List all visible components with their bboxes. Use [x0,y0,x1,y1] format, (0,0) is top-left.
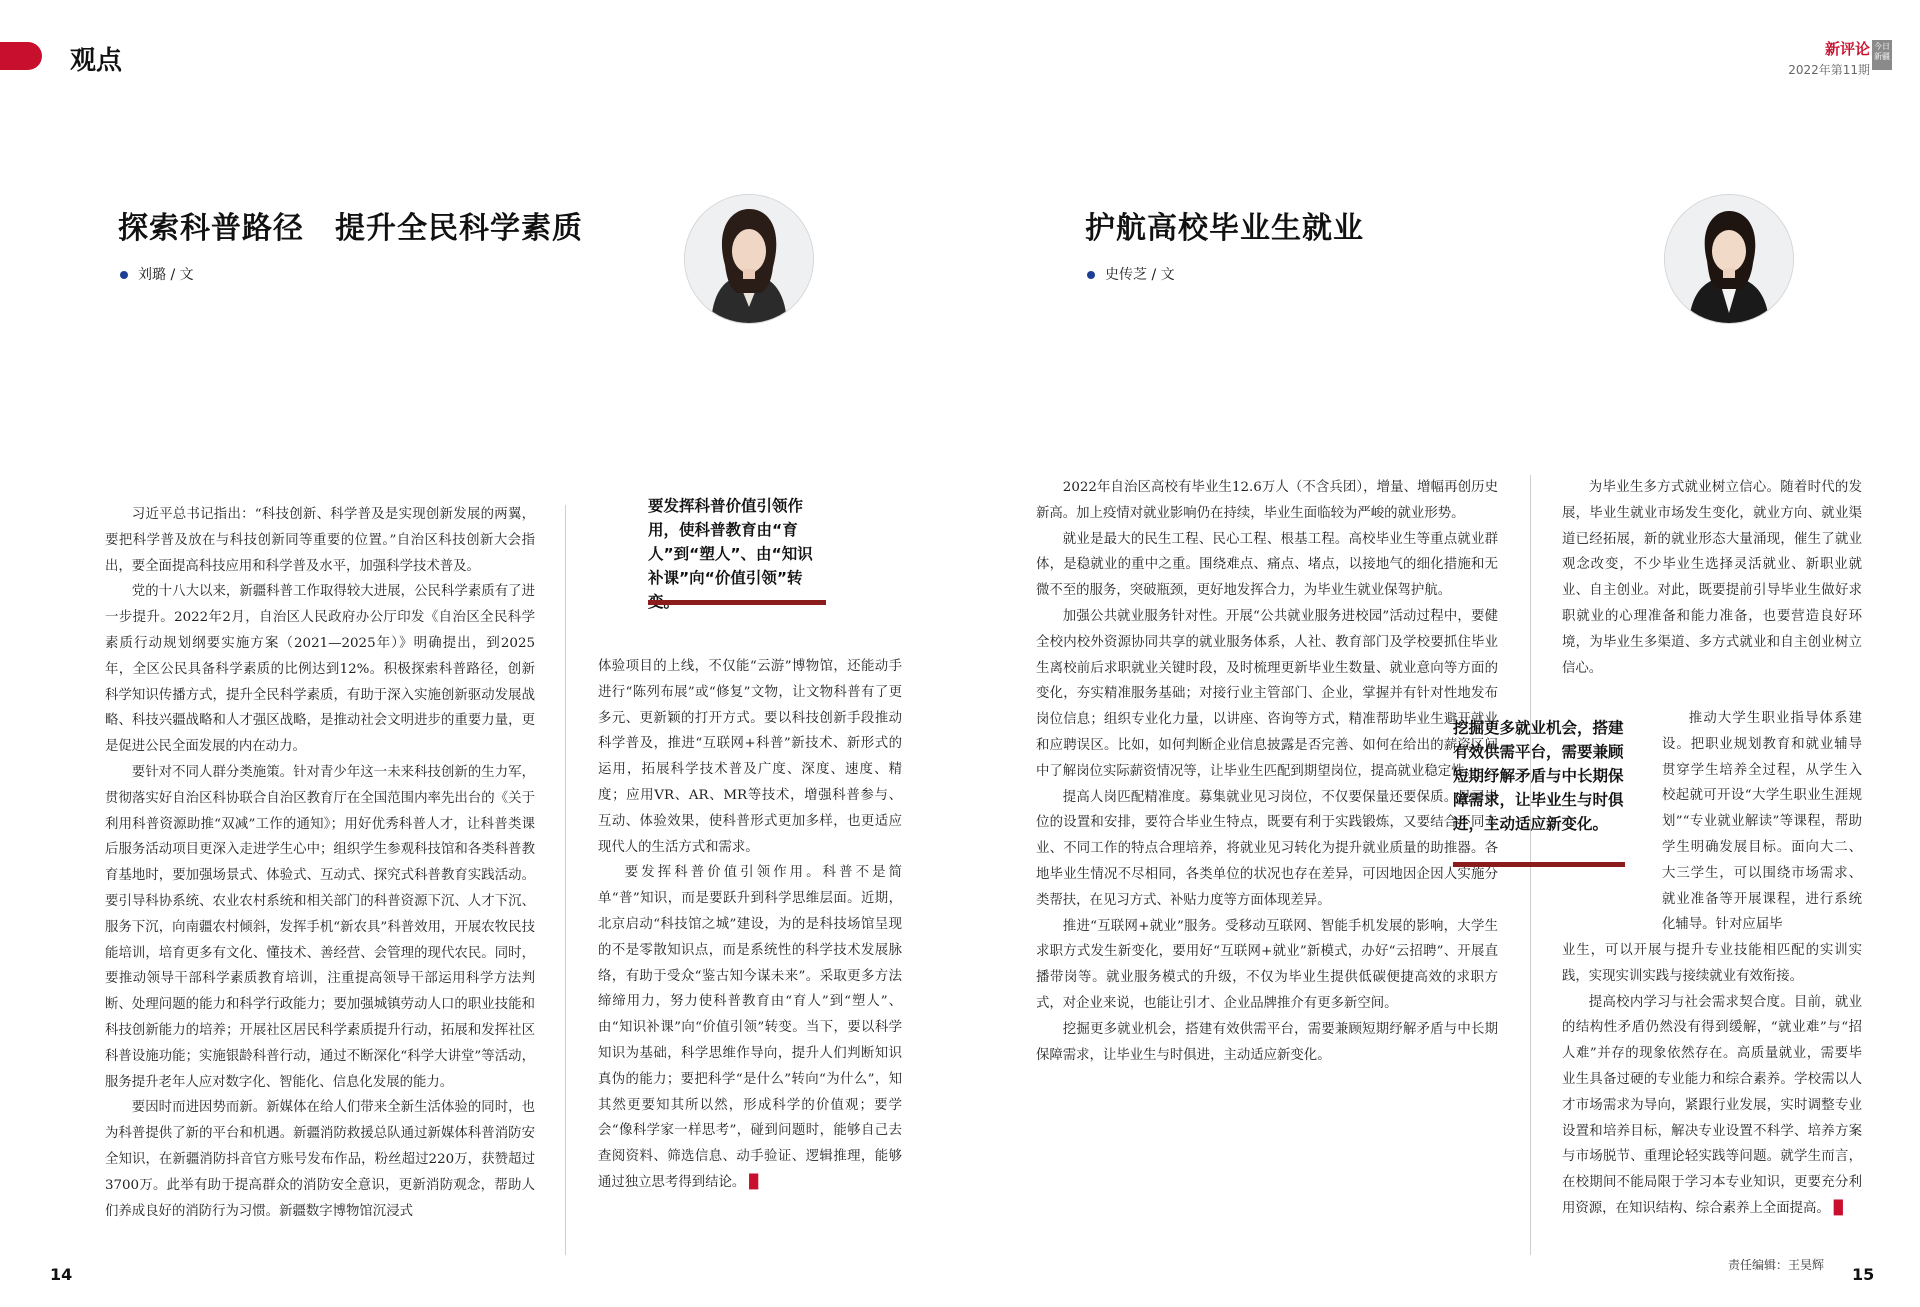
paragraph: 要因时而进因势而新。新媒体在给人们带来全新生活体验的同时，也为科普提供了新的平台和机遇。新疆消防救援总队通过新媒体科普消防安全知识，在新疆消防抖音官方账号发布作品，粉丝超过220万，获赞超过3700万。此举有助于提高群众的消防安全意识，更新消防观念，帮助人们养成良好的消防行为习惯。新疆数字博物馆沉浸式 [105,1100,535,1219]
paragraph: 要发挥科普价值引领作用。科普不是简单“普”知识，而是要跃升到科学思维层面。近期，北京启动“科技馆之城”建设，为的是科技场馆呈现的不是零散知识点，而是系统性的科学技术发展脉络，有助于受众“鉴古知今谋未来”。采取更多方法缔缔用力，努力使科普教育由“育人”到“塑人”、由“知识补课”向“价值引领”转变。当下，要以科学知识为基础，科学思维作导向，提升人们判断知识真伪的能力；要把科学“是什么”转向“为什么”，知其然更要知其所以然，形成科学的价值观；要学会“像科学家一样思考”，碰到问题时，能够自己去查阅资料、筛选信息、动手验证、逻辑推理，能够通过独立思考得到结论。 ▉ [598,865,902,1190]
right-column-2-narrow [1662,706,1862,938]
byline-dot-icon [1087,271,1095,279]
left-column-2 [598,654,902,1196]
end-mark-icon: ▉ [1833,1199,1845,1216]
paragraph: 为毕业生多方式就业树立信心。随着时代的发展，毕业生就业市场发生变化，就业方向、就业渠道已经拓展，新的就业形态大量涌现，催生了就业观念改变，不少毕业生选择灵活就业、新职业就业、自主创业。对此，既要提前引导毕业生做好求职就业的心理准备和能力准备，也要营造良好环境，为毕业生多渠道、多方式就业和自主创业树立信心。 [1562,480,1862,676]
right-article-title: 护航高校毕业生就业 [1085,211,1364,246]
paragraph: 2022年自治区高校有毕业生12.6万人（不含兵团），增量、增幅再创历史新高。加上疫情对就业影响仍在持续，毕业生面临较为严峻的就业形势。 [1036,480,1498,521]
editor-credit: 责任编辑：王昊辉 [1728,1258,1825,1272]
pull-quote-rule [1453,862,1625,867]
right-column-2-top [1562,475,1862,681]
column-divider [565,505,566,1255]
paragraph: 要针对不同人群分类施策。针对青少年这一未来科技创新的生力军，贯彻落实好自治区科协联合自治区教育厅在全国范围内率先出台的《关于利用科普资源助推“双减”工作的通知》；用好优秀科普人才，让科普类课后服务活动项目更深入走进学生心中；组织学生参观科技馆和各类科普教育基地时，要加强场景式、体验式、互动式、探究式科普教育实践活动。要引导科协系统、农业农村系统和相关部门的科普资源下沉、人才下沉、服务下沉，向南疆农村倾斜，发挥手机“新农具”科普效用，开展农牧民技能培训，培育更多有文化、懂技术、善经营、会管理的现代农民。同时，要推动领导干部科学素质教育培训，注重提高领导干部运用科学方法判断、处理问题的能力和科学行政能力；要加强城镇劳动人口的职业技能和科技创新能力的培养；开展社区居民科学素质提升行动，拓展和发挥社区科普设施功能；实施银龄科普行动，通过不断深化“科学大讲堂”等活动，服务提升老年人应对数字化、智能化、信息化发展的能力。 [105,764,535,1090]
left-column-1 [105,502,535,1224]
right-column-1 [1036,475,1498,1068]
right-page-number: 15 [1852,1265,1875,1284]
left-page-number: 14 [50,1265,73,1284]
right-pull-quote: 挖掘更多就业机会，搭建有效供需平台，需要兼顾短期纾解矛盾与中长期保障需求，让毕业生与时俱进，主动适应新变化。 [1453,719,1624,833]
left-author: 刘璐 / 文 [138,267,194,283]
paragraph: 就业是最大的民生工程、民心工程、根基工程。高校毕业生等重点就业群体，是稳就业的重中之重。围绕难点、痛点、堵点，以接地气的细化措施和无微不至的服务，突破瓶颈，更好地发挥合力，为毕业生就业保驾护航。 [1036,531,1498,599]
left-pull-quote: 要发挥科普价值引领作用，使科普教育由“育人”到“塑人”、由“知识补课”向“价值引领”转 [648,497,813,587]
paragraph: 推进“互联网+就业”服务。受移动互联网、智能手机发展的影响，大学生求职方式发生新变化，要用好“互联网+就业”新模式，办好“云招聘”、开展直播带岗等。就业服务模式的升级，不仅为毕业生提供低碳便捷高效的求职方式，对企业来说，也能让引才、企业品牌推介有更多新空间。 [1036,918,1498,1011]
portrait-woman-icon [1665,195,1793,323]
paragraph: 党的十八大以来，新疆科普工作取得较大进展，公民科学素质有了进一步提升。2022年2月，自治区人民政府办公厅印发《自治区全民科学素质行动规划纲要实施方案（2021—2025年）》明确提出，到2025年，全区公民具备科学素质的比例达到12%。积极探索科普路径，创新科学知识传播方式，提升全民科学素质，有助于深入实施创新驱动发展战略、科技兴疆战略和人才强区战略，是推动社会文明进步的重要力量，更是促进公民全面发展的内在动力。 [105,584,535,755]
right-column-2-bottom [1562,938,1862,1222]
left-byline [120,264,194,284]
section-label: 观点 [70,46,123,76]
masthead-name: 新评论 [1824,40,1870,58]
paragraph: 提高校内学习与社会需求契合度。目前，就业的结构性矛盾仍然没有得到缓解，“就业难”与“招人难”并存的现象依然存在。高质量就业，需要毕业生具备过硬的专业能力和综合素养。学校需以人才市场需求为导向，紧跟行业发展，实时调整专业设置和培养目标，解决专业设置不科学、培养方案与市场脱节、重理论轻实践等问题。就学生而言，在校期间不能局限于学习本专业知识，更要充分利用资源，在知识结构、综合素养上全面提高。 ▉ [1562,994,1862,1216]
end-mark-icon: ▉ [749,1173,760,1190]
paragraph: 推动大学生职业指导体系建设。把职业规划教育和就业辅导贯穿学生培养全过程，从学生入校起就可开设“大学生职业生涯规划”“专业就业解读”等课程，帮助学生明确发展目标。面向大二、大三学生，可以围绕市场需求、就业准备等开展课程，进行系统化辅导。针对应届毕 [1662,711,1862,933]
section-color-tab [0,42,42,70]
issue-label: 2022年第11期 [1788,63,1870,77]
paragraph: 加强公共就业服务针对性。开展“公共就业服务进校园”活动过程中，要健全校内校外资源协同共享的就业服务体系，人社、教育部门及学校要抓住毕业生离校前后求职就业关键时段，及时梳理更新毕业生数量、就业意向等方面的变化，夯实精准服务基础；对接行业主管部门、企业，掌握并有针对性地发布岗位信息；组织专业化力量，以讲座、咨询等方式，精准帮助毕业生避开就业和应聘误区。比如，如何判断企业信息披露是否完善、如何在给出的薪资区间中了解岗位实际薪资情况等，让毕业生匹配到期望岗位，提高就业稳定性。 [1036,608,1498,779]
right-byline [1087,264,1175,284]
byline-dot-icon [120,271,128,279]
left-author-portrait [684,194,814,324]
masthead [1788,38,1870,78]
masthead-badge: 今日新疆 [1872,40,1892,70]
paragraph: 提高人岗匹配精准度。募集就业见习岗位，不仅要保量还要保质。见习岗位的设置和安排，要符合毕业生特点，既要有利于实践锻炼，又要结合不同专业、不同工作的特点合理培养，将就业见习转化为提升就业质量的助推器。各地毕业生情况不尽相同，各类单位的状况也存在差异，可因地因企因人实施分类帮扶，在见习方式、补贴力度等方面体现差异。 [1036,789,1498,908]
paragraph: 习近平总书记指出：“科技创新、科学普及是实现创新发展的两翼，要把科学普及放在与科技创新同等重要的位置。”自治区科技创新大会指出，要全面提高科技应用和科学普及水平，加强科学技术普及。 [105,507,535,574]
left-article-title: 探索科普路径 提升全民科学素质 [118,211,583,246]
paragraph: 体验项目的上线，不仅能“云游”博物馆，还能动手进行“陈列布展”或“修复”文物，让文物科普有了更多元、更新颖的打开方式。要以科技创新手段推动科学普及，推进“互联网+科普”新技术、新形式的运用，拓展科学技术普及广度、深度、速度、精度；应用VR、AR、MR等技术，增强科普参与、互动、体验效果，使科普形式更加多样，也更适应现代人的生活方式和需求。 [598,659,902,855]
portrait-woman-icon [685,195,813,323]
paragraph: 挖掘更多就业机会，搭建有效供需平台，需要兼顾短期纾解矛盾与中长期保障需求，让毕业生与时俱进，主动适应新变化。 [1036,1021,1498,1063]
right-author-portrait [1664,194,1794,324]
right-author: 史传芝 / 文 [1105,267,1175,283]
pull-quote-rule [648,600,826,605]
paragraph: 业生，可以开展与提升专业技能相匹配的实训实践，实现实训实践与接续就业有效衔接。 [1562,943,1862,984]
